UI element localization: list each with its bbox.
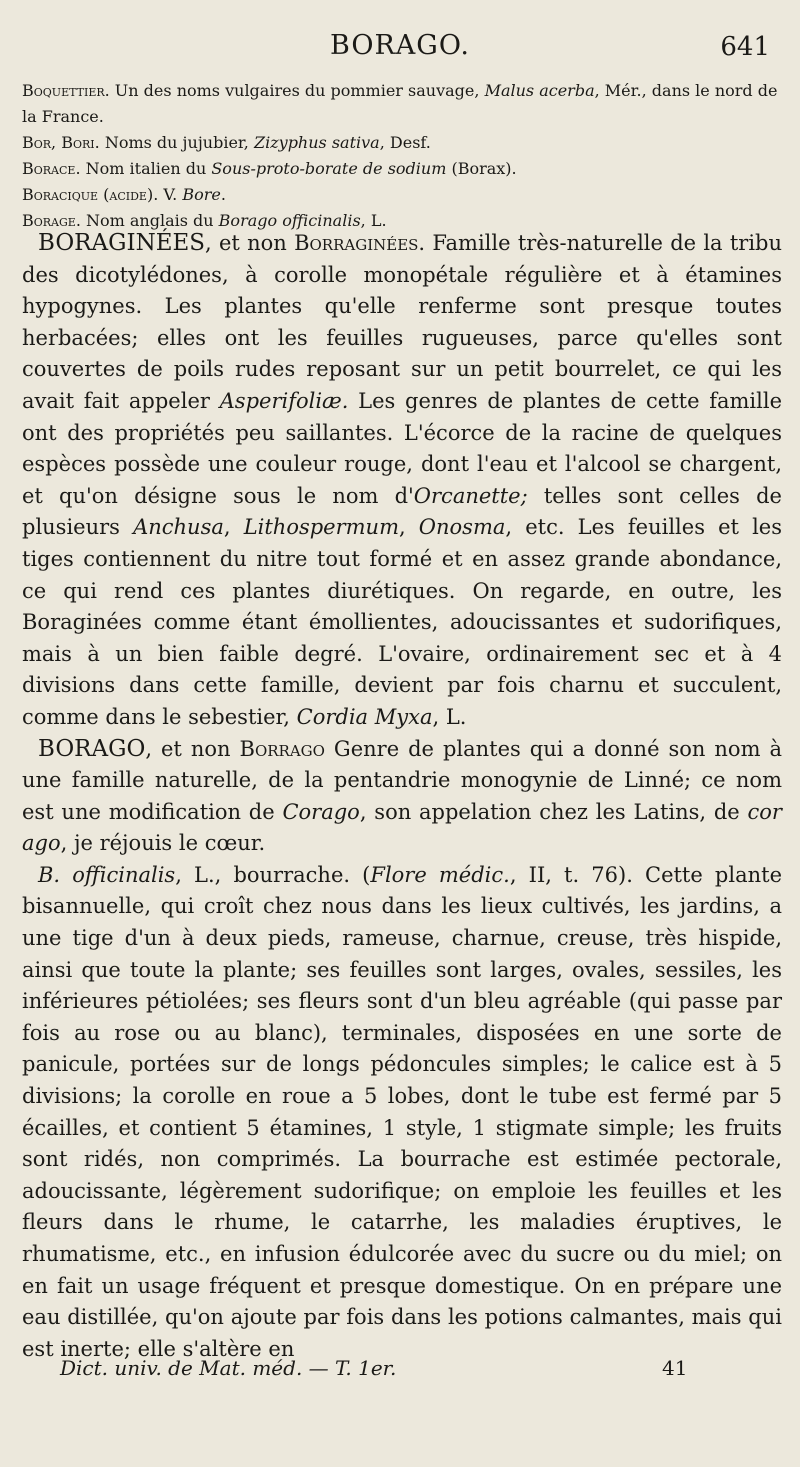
entry-borago <box>22 734 782 860</box>
entry-text: Un des noms vulgaires du pommier sauvage, <box>109 81 485 100</box>
entry-text: , je réjouis le cœur. <box>60 831 266 856</box>
entry-text: , etc. Les feuilles et les tiges contiennent du nitre tout formé et en assez grande abondance, ce qui rend ces plantes diurétiques. On regarde, en outre, les Boraginées comme étant émollientes, adoucissantes et sudorifiques, mais à un bien faible degré. L'ovaire, ordinairement sec et à 4 divisions dans cette famille, devient par fois charnu et succulent, comme dans le sebestier, <box>22 515 782 729</box>
entry-bor <box>22 130 782 156</box>
entry-boracique <box>22 182 782 208</box>
entry-head: Borace. <box>22 159 81 178</box>
short-entries <box>22 78 782 234</box>
entry-head: Boquettier. <box>22 81 110 100</box>
entry-text: , L. <box>432 704 467 729</box>
entry-text: , son appelation chez les Latins, de <box>359 799 748 824</box>
entry-text: telles sont celles de plusieurs <box>22 483 782 540</box>
page-footer <box>0 1356 800 1390</box>
entry-boraginees <box>22 228 782 734</box>
entry-text: V. <box>158 185 183 204</box>
entry-head: Boracique (acide). <box>22 185 159 204</box>
latin-term: Lithospermum <box>243 515 399 540</box>
entry-text: Genre de plantes qui a donné son nom à une famille naturelle, de la pentandrie monogynie de Linné; ce nom est une modification de <box>22 736 782 824</box>
entry-head: Bor, Bori. <box>22 133 100 152</box>
page-number: 641 <box>720 32 770 62</box>
entry-latin-name: Malus acerba <box>484 81 595 100</box>
signature-line: Dict. univ. de Mat. méd. — T. 1er. <box>60 1356 397 1380</box>
entry-text: Noms du jujubier, <box>99 133 254 152</box>
entry-boquettier <box>22 78 782 130</box>
entry-text: , L. <box>360 211 387 230</box>
entry-title: BORAGO <box>38 735 146 762</box>
entry-text: Famille très-naturelle de la tribu des dicotylédones, à corolle monopétale régulière et à étamines hypogynes. Les plantes qu'elle renferme sont presque toutes herbacées; elles ont les feuilles rugueuses, parce qu'elles sont couvertes de poils rudes reposant sur un petit bourrelet, ce qui les avait fait appeler <box>22 231 782 413</box>
latin-term: Onosma <box>418 515 506 540</box>
entry-text: , et non <box>145 736 240 761</box>
entry-title: BORAGINÉES <box>38 230 206 256</box>
main-text <box>22 228 782 1365</box>
entry-latin-name: Zizyphus sativa <box>253 133 380 152</box>
entry-text: , <box>223 515 244 540</box>
entry-latin-name: Borago officinalis <box>218 211 361 230</box>
entry-text: , <box>399 515 419 540</box>
latin-term: Orcanette; <box>413 483 528 508</box>
entry-text: , Desf. <box>379 133 431 152</box>
running-head: BORAGO. <box>329 30 470 61</box>
latin-term: Anchusa <box>133 515 224 540</box>
entry-text: Nom italien du <box>80 159 212 178</box>
latin-term: Asperifoliæ. <box>219 388 349 413</box>
entry-alt-name: Borrago <box>239 736 325 761</box>
entry-text: , L., bourrache. ( <box>175 862 371 887</box>
sheet-number: 41 <box>662 1356 688 1380</box>
entry-text: (Borax). <box>446 159 517 178</box>
entry-alt-name: Borraginées. <box>294 231 426 255</box>
page-header <box>0 30 800 70</box>
entry-borago-officinalis <box>22 860 782 1366</box>
species-name: B. officinalis <box>38 862 176 887</box>
entry-text: , et non <box>205 231 295 255</box>
entry-text: . <box>220 185 226 204</box>
latin-term: Corago <box>282 799 360 824</box>
entry-text: , II, t. 76). Cette plante bisannuelle, qui croît chez nous dans les lieux cultivés, les jardins, a une tige d'un à deux pieds, rameuse, charnue, creuse, très hispide, ainsi que toute la plante; ses feuilles sont larges, ovales, sessiles, les inférieures pétiolées; ses fleurs sont d'un bleu agréable (qui passe par fois au rose ou au blanc), terminales, disposées en une sorte de panicule, portées sur de longs pédoncules simples; le calice est à 5 divisions; la corolle en roue a 5 lobes, dont le tube est fermé par 5 écailles, et contient 5 étamines, 1 style, 1 stigmate simple; les fruits sont ridés, non comprimés. La bourrache est estimée pectorale, adoucissante, légèrement sudorifique; on emploie les feuilles et les fleurs dans le rhume, le catarrhe, les maladies éruptives, le rhumatisme, etc., en infusion édulcorée avec du sucre ou du miel; on en fait un usage fréquent et presque domestique. On en prépare une eau distillée, qu'on ajoute par fois dans les potions calmantes, mais qui est inerte; elle s'altère en <box>22 862 782 1361</box>
latin-term: cor ago <box>22 799 782 856</box>
entry-text: Nom anglais du <box>80 211 219 230</box>
reference-title: Flore médic. <box>370 862 510 887</box>
entry-head: Borage. <box>22 211 81 230</box>
entry-text: Les genres de plantes de cette famille ont des propriétés peu saillantes. L'écorce de la racine de quelques espèces possède une couleur rouge, dont l'eau et l'alcool se chargent, et qu'on désigne sous le nom d' <box>22 388 782 508</box>
latin-term: Cordia Myxa <box>296 704 433 729</box>
entry-latin-name: Sous-proto-borate de sodium <box>211 159 447 178</box>
entry-cross-reference: Bore <box>182 185 221 204</box>
entry-borace <box>22 156 782 182</box>
entry-text: , Mér., dans le nord de la France. <box>22 81 778 126</box>
